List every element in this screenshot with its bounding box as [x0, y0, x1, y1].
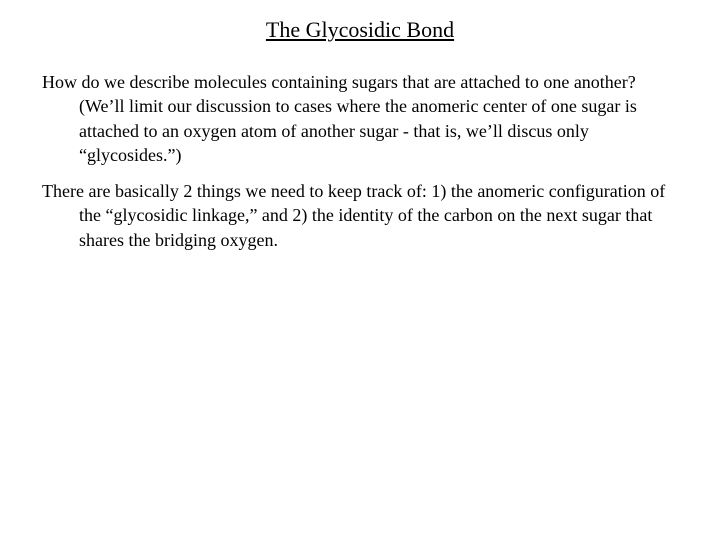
paragraph-describing-sugars: How do we describe molecules containing sugars that are attached to one another? (We’ll limit our discussion to cases where the anomeric center of one sugar is attached to an oxygen atom of another sugar - that is, we’ll discus only “glycosides.”)	[42, 72, 637, 165]
slide-body	[42, 70, 682, 264]
slide-title: The Glycosidic Bond	[265, 17, 455, 42]
paragraph-things-to-track: There are basically 2 things we need to keep track of: 1) the anomeric configuration of the “glycosidic linkage,” and 2) the identity of the carbon on the next sugar that shares the bridging oxygen.	[42, 181, 666, 250]
